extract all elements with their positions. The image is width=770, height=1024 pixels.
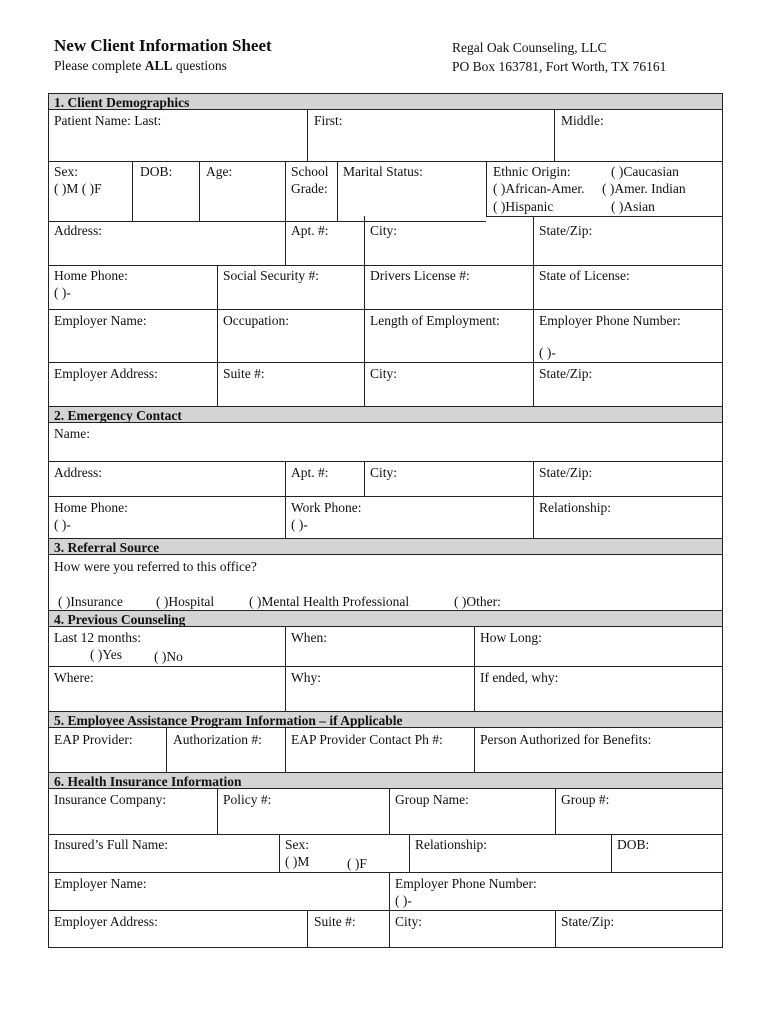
- social-security-field[interactable]: Social Security #:: [223, 268, 319, 283]
- state-of-license-field[interactable]: State of License:: [539, 268, 630, 283]
- referral-insurance-option[interactable]: ( )Insurance: [58, 594, 123, 609]
- eap-contact-phone-field[interactable]: EAP Provider Contact Ph #:: [291, 732, 443, 747]
- ethnic-asian-option[interactable]: ( )Asian: [611, 199, 655, 214]
- insurance-state-zip-field[interactable]: State/Zip:: [561, 914, 615, 929]
- employer-address-field[interactable]: Employer Address:: [54, 366, 158, 381]
- subtitle-bold: ALL: [144, 58, 173, 73]
- occupation-field[interactable]: Occupation:: [223, 313, 289, 328]
- page-title: New Client Information Sheet: [54, 36, 272, 55]
- referral-question: How were you referred to this office?: [54, 559, 257, 574]
- emergency-city-field[interactable]: City:: [370, 465, 398, 480]
- last-12-months-label: Last 12 months:: [54, 630, 141, 645]
- emergency-name-field[interactable]: Name:: [54, 426, 90, 441]
- insurance-employer-name-field[interactable]: Employer Name:: [54, 876, 147, 891]
- employer-phone-blank[interactable]: ( )-: [539, 345, 556, 360]
- group-number-field[interactable]: Group #:: [561, 792, 610, 807]
- emergency-home-phone-field[interactable]: Home Phone:: [54, 500, 128, 515]
- insurance-employer-address-field[interactable]: Employer Address:: [54, 914, 158, 929]
- home-phone-field[interactable]: Home Phone:: [54, 268, 128, 283]
- ethnic-caucasian-option[interactable]: ( )Caucasian: [611, 164, 679, 179]
- referral-hospital-option[interactable]: ( )Hospital: [156, 594, 215, 609]
- insured-full-name-field[interactable]: Insured’s Full Name:: [54, 837, 168, 852]
- apt-field[interactable]: Apt. #:: [291, 223, 329, 238]
- counseling-no-option[interactable]: ( )No: [154, 649, 183, 664]
- insured-sex-field[interactable]: Sex:: [285, 837, 310, 852]
- ethnic-hispanic-option[interactable]: ( )Hispanic: [493, 199, 554, 214]
- employer-phone-field[interactable]: Employer Phone Number:: [539, 313, 681, 328]
- page-subtitle: [54, 58, 227, 74]
- eap-authorization-field[interactable]: Authorization #:: [173, 732, 262, 747]
- eap-provider-field[interactable]: EAP Provider:: [54, 732, 133, 747]
- insured-dob-field[interactable]: DOB:: [617, 837, 650, 852]
- section-eap: 5. Employee Assistance Program Information – if Applicable: [48, 711, 723, 728]
- insured-sex-m-option[interactable]: ( )M: [285, 854, 310, 869]
- counseling-if-ended-field[interactable]: If ended, why:: [480, 670, 559, 685]
- emergency-work-phone-blank[interactable]: ( )-: [291, 517, 308, 532]
- middle-name-field[interactable]: Middle:: [561, 113, 604, 128]
- referral-other-option[interactable]: ( )Other:: [454, 594, 501, 609]
- section-previous-counseling: 4. Previous Counseling: [48, 610, 723, 627]
- section-client-demographics: 1. Client Demographics: [48, 93, 723, 110]
- counseling-when-field[interactable]: When:: [291, 630, 327, 645]
- employer-city-field[interactable]: City:: [370, 366, 398, 381]
- ethnic-african-american-option[interactable]: ( )African-Amer.: [493, 181, 585, 196]
- section-referral-source: 3. Referral Source: [48, 538, 723, 555]
- state-zip-field[interactable]: State/Zip:: [539, 223, 593, 238]
- age-field[interactable]: Age:: [206, 164, 233, 179]
- patient-last-name-field[interactable]: Patient Name: Last:: [54, 113, 162, 128]
- insured-relationship-field[interactable]: Relationship:: [415, 837, 487, 852]
- insurance-suite-field[interactable]: Suite #:: [314, 914, 356, 929]
- ethnic-origin-label: Ethnic Origin:: [493, 164, 571, 179]
- organization-block: [452, 38, 666, 76]
- first-name-field[interactable]: First:: [314, 113, 343, 128]
- emergency-state-zip-field[interactable]: State/Zip:: [539, 465, 593, 480]
- subtitle-text-end: questions: [172, 58, 227, 73]
- home-phone-blank[interactable]: ( )-: [54, 285, 71, 300]
- section-emergency-contact: 2. Emergency Contact: [48, 406, 723, 423]
- emergency-address-field[interactable]: Address:: [54, 465, 102, 480]
- employer-state-zip-field[interactable]: State/Zip:: [539, 366, 593, 381]
- city-field[interactable]: City:: [370, 223, 398, 238]
- address-field[interactable]: Address:: [54, 223, 102, 238]
- insurance-employer-phone-field[interactable]: Employer Phone Number:: [395, 876, 537, 891]
- counseling-why-field[interactable]: Why:: [291, 670, 321, 685]
- suite-field[interactable]: Suite #:: [223, 366, 265, 381]
- policy-number-field[interactable]: Policy #:: [223, 792, 272, 807]
- insured-sex-f-option[interactable]: ( )F: [347, 856, 367, 871]
- insurance-city-field[interactable]: City:: [395, 914, 423, 929]
- insurance-company-field[interactable]: Insurance Company:: [54, 792, 167, 807]
- emergency-home-phone-blank[interactable]: ( )-: [54, 517, 71, 532]
- length-of-employment-field[interactable]: Length of Employment:: [370, 313, 500, 328]
- subtitle-text: Please complete: [54, 58, 145, 73]
- drivers-license-field[interactable]: Drivers License #:: [370, 268, 470, 283]
- emergency-apt-field[interactable]: Apt. #:: [291, 465, 329, 480]
- section-health-insurance: 6. Health Insurance Information: [48, 772, 723, 789]
- client-form: [48, 93, 723, 948]
- marital-status-field[interactable]: Marital Status:: [343, 164, 423, 179]
- school-label: School: [291, 164, 329, 179]
- grade-field[interactable]: Grade:: [291, 181, 328, 196]
- organization-address: PO Box 163781, Fort Worth, TX 76161: [452, 59, 667, 74]
- emergency-relationship-field[interactable]: Relationship:: [539, 500, 611, 515]
- group-name-field[interactable]: Group Name:: [395, 792, 469, 807]
- insurance-employer-phone-blank[interactable]: ( )-: [395, 893, 412, 908]
- eap-person-authorized-field[interactable]: Person Authorized for Benefits:: [480, 732, 652, 747]
- employer-name-field[interactable]: Employer Name:: [54, 313, 147, 328]
- referral-mhp-option[interactable]: ( )Mental Health Professional: [249, 594, 410, 609]
- counseling-how-long-field[interactable]: How Long:: [480, 630, 542, 645]
- sex-options[interactable]: ( )M ( )F: [54, 181, 102, 196]
- ethnic-american-indian-option[interactable]: ( )Amer. Indian: [602, 181, 686, 196]
- emergency-work-phone-field[interactable]: Work Phone:: [291, 500, 362, 515]
- sex-field[interactable]: Sex:: [54, 164, 79, 179]
- organization-name: Regal Oak Counseling, LLC: [452, 40, 607, 55]
- counseling-where-field[interactable]: Where:: [54, 670, 94, 685]
- counseling-yes-option[interactable]: ( )Yes: [90, 647, 123, 662]
- dob-field[interactable]: DOB:: [140, 164, 173, 179]
